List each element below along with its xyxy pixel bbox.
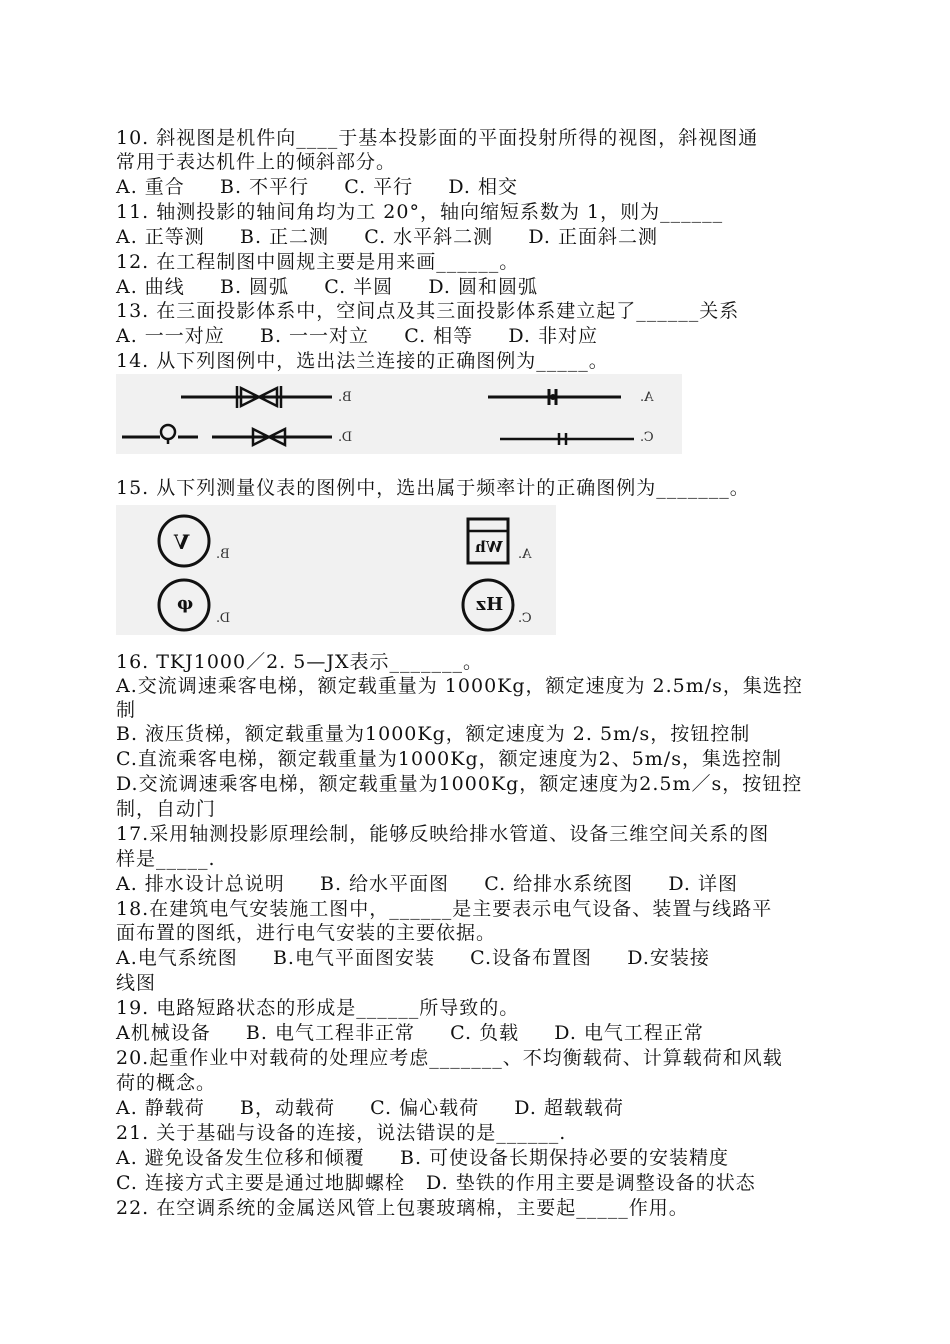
q11-options: A. 正等测 B. 正二测 C. 水平斜二测 D. 正面斜二测 [116, 226, 659, 248]
q15-stem: 15. 从下列测量仪表的图例中，选出属于频率计的正确图例为_______。 [116, 477, 750, 499]
q16-option-d-line1: D.交流调速乘客电梯，额定载重量为1000Kg，额定速度为2.5m／s，按钮控 [116, 773, 803, 795]
frequency-symbol: Hz [476, 594, 504, 615]
q20-stem-line1: 20.起重作业中对载荷的处理应考虑_______、不均衡载荷、计算载荷和风载 [116, 1047, 783, 1069]
q14-label-c: C. [640, 430, 654, 445]
q15-label-a: A. [518, 547, 532, 562]
q13-options: A. 一一对应 B. 一一对立 C. 相等 D. 非对应 [116, 325, 599, 347]
q14-label-d: D. [338, 430, 353, 445]
q15-symbols [116, 505, 556, 635]
q20-options: A. 静载荷 B，动载荷 C. 偏心载荷 D. 超载载荷 [116, 1097, 624, 1119]
q21-options-line1: A. 避免设备发生位移和倾覆 B. 可使设备长期保持必要的安装精度 [116, 1147, 730, 1169]
q21-stem: 21. 关于基础与设备的连接，说法错误的是______. [116, 1122, 567, 1144]
q17-options: A. 排水设计总说明 B. 给水平面图 C. 给排水系统图 D. 详图 [116, 873, 739, 895]
q16-stem: 16. TKJ1000／2. 5—JX表示_______。 [116, 651, 483, 673]
q10-options: A. 重合 B. 不平行 C. 平行 D. 相交 [116, 176, 519, 198]
q14-stem: 14. 从下列图例中，选出法兰连接的正确图例为_____。 [116, 350, 609, 372]
q19-options: A机械设备 B. 电气工程非正常 C. 负载 D. 电气工程正常 [116, 1022, 704, 1044]
q16-option-c: C.直流乘客电梯，额定载重量为1000Kg，额定速度为2、5m/s，集选控制 [116, 748, 782, 770]
q15-label-b: B. [216, 547, 230, 562]
q16-option-b: B. 液压货梯，额定载重量为1000Kg，额定速度为 2. 5m/s，按钮控制 [116, 723, 751, 745]
q14-label-b: B. [338, 390, 352, 405]
valve-symbol-b [181, 386, 332, 408]
q16-option-a-line2: 制 [116, 699, 137, 721]
q20-stem-line2: 荷的概念。 [116, 1072, 217, 1094]
phase-symbol: φ [177, 593, 194, 614]
valve-symbol-d [122, 425, 332, 445]
q15-label-c: C. [518, 611, 532, 626]
q21-options-line2: C. 连接方式主要是通过地脚螺栓 D. 垫铁的作用主要是调整设备的状态 [116, 1172, 756, 1194]
q14-label-a: A. [640, 390, 654, 405]
q14-figure [116, 374, 682, 454]
q15-label-d: D. [216, 611, 231, 626]
union-symbol-c [500, 433, 634, 445]
q16-option-a-line1: A.交流调速乘客电梯，额定载重量为 1000Kg，额定速度为 2.5m/s，集选控 [116, 675, 803, 697]
q18-options-line1: A.电气系统图 B.电气平面图安装 C.设备布置图 D.安装接 [116, 947, 710, 969]
watt-hour-symbol: Wh [475, 538, 503, 556]
flange-symbol-a [488, 389, 621, 405]
q13-stem: 13. 在三面投影体系中，空间点及其三面投影体系建立起了______关系 [116, 300, 740, 322]
q18-stem-line2: 面布置的图纸，进行电气安装的主要依据。 [116, 922, 497, 944]
voltmeter-symbol: V [174, 530, 190, 554]
q11-stem: 11. 轴测投影的轴间角均为工 20°，轴向缩短系数为 1，则为______ [116, 201, 724, 223]
q14-symbols [116, 374, 682, 454]
q19-stem: 19. 电路短路状态的形成是______所导致的。 [116, 997, 520, 1019]
q18-options-line2: 线图 [116, 972, 157, 994]
q15-figure [116, 505, 556, 635]
q12-options: A. 曲线 B. 圆弧 C. 半圆 D. 圆和圆弧 [116, 276, 539, 298]
q16-option-d-line2: 制，自动门 [116, 798, 217, 820]
q10-stem-line2: 常用于表达机件上的倾斜部分。 [116, 151, 397, 173]
q12-stem: 12. 在工程制图中圆规主要是用来画______。 [116, 251, 520, 273]
q17-stem-line2: 样是_____. [116, 848, 216, 870]
q18-stem-line1: 18.在建筑电气安装施工图中，______是主要表示电气设备、装置与线路平 [116, 898, 773, 920]
q22-stem: 22. 在空调系统的金属送风管上包裹玻璃棉，主要起_____作用。 [116, 1197, 689, 1219]
q10-stem-line1: 10. 斜视图是机件向____于基本投影面的平面投射所得的视图，斜视图通 [116, 127, 759, 149]
q17-stem-line1: 17.采用轴测投影原理绘制，能够反映给排水管道、设备三维空间关系的图 [116, 823, 770, 845]
